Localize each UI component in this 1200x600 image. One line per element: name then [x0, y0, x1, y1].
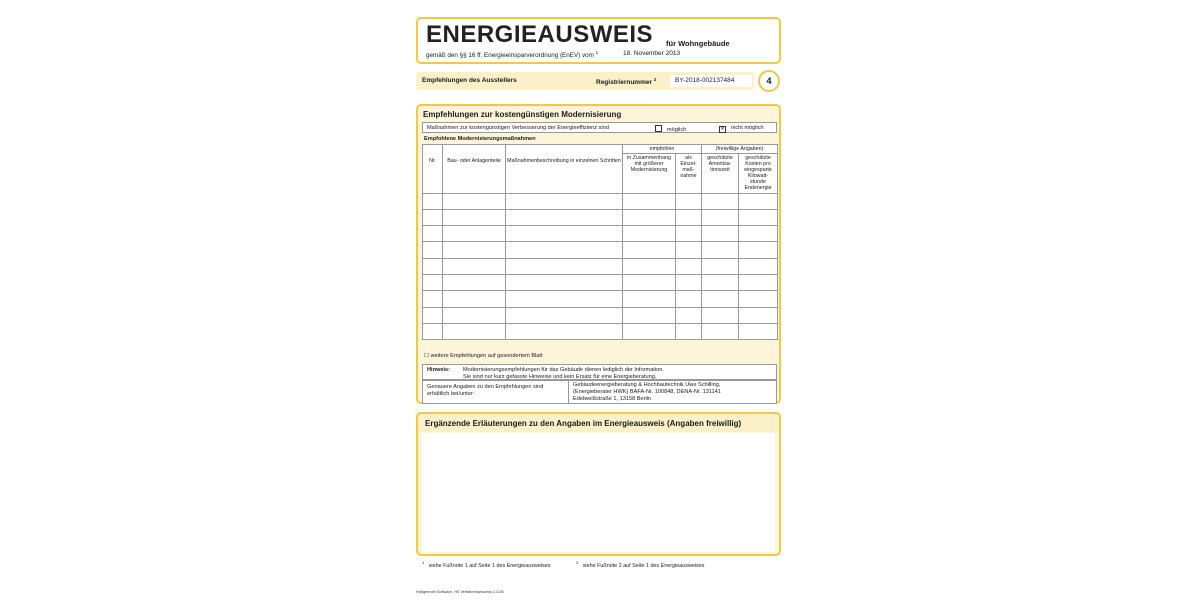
table-row [423, 307, 778, 323]
software-vendor-note: Hottgenroth Software, HS Verfahrensprozess 1.3.56 [416, 590, 504, 594]
measures-label: Maßnahmen zur kostengünstigen Verbesserung der Energieeffizienz sind [427, 125, 609, 131]
col-nr [423, 145, 443, 194]
cell[interactable] [676, 193, 702, 209]
cell[interactable] [702, 242, 739, 258]
recommendations-title: Empfehlungen zur kostengünstigen Modernisierung [423, 110, 622, 119]
cell[interactable] [676, 291, 702, 307]
cell[interactable] [506, 209, 623, 225]
cell[interactable] [443, 258, 506, 274]
cell[interactable] [676, 307, 702, 323]
cell[interactable] [443, 209, 506, 225]
cell[interactable] [623, 291, 676, 307]
table-row [423, 193, 778, 209]
cell[interactable] [423, 209, 443, 225]
cell[interactable] [423, 258, 443, 274]
explanations-header [418, 414, 779, 432]
footnote-1-mark: 1 [422, 560, 425, 565]
cell[interactable] [506, 193, 623, 209]
cell[interactable] [423, 307, 443, 323]
source-label-line1: Genauere Angaben zu den Empfehlungen sind [427, 384, 544, 390]
col-cost-per-kwh: geschätzte Kosten pro eingesparte Kilowatt-stunde Endenergie [739, 154, 778, 193]
cell[interactable] [676, 323, 702, 339]
cell[interactable] [423, 226, 443, 242]
col-group-optional: (freiwillige Angaben) [702, 145, 778, 154]
registration-number: BY-2018-002137484 [670, 75, 752, 87]
option-possible-checkbox[interactable] [655, 125, 662, 132]
registration-label [596, 77, 656, 86]
source-divider [568, 381, 569, 403]
cell[interactable] [623, 275, 676, 291]
table-row [423, 242, 778, 258]
option-not-possible-label: nicht möglich [731, 125, 764, 131]
option-possible-label: möglich [667, 127, 687, 133]
cell[interactable] [423, 323, 443, 339]
cell[interactable] [739, 226, 778, 242]
cell[interactable] [423, 242, 443, 258]
col-component [443, 145, 506, 194]
cell[interactable] [702, 226, 739, 242]
cell[interactable] [623, 209, 676, 225]
cell[interactable] [623, 307, 676, 323]
cell[interactable] [443, 193, 506, 209]
cell[interactable] [702, 193, 739, 209]
cell[interactable] [506, 275, 623, 291]
option-not-possible-checkbox[interactable]: ✕ [720, 126, 725, 132]
law-footnote-mark: 1 [595, 50, 599, 55]
more-recommendations-label: weitere Empfehlungen auf gesondertem Blatt [430, 353, 543, 359]
footnote-1 [422, 560, 550, 569]
col-group-recommended: empfohlen [623, 145, 702, 154]
registration-label-text: Registriernummer [596, 79, 652, 87]
source-address-line2: (Energieberater HWK) BAFA-Nr. 100848, DENA-Nr. 131141 [573, 389, 721, 395]
cell[interactable] [702, 323, 739, 339]
cell[interactable] [739, 275, 778, 291]
cell[interactable] [676, 275, 702, 291]
col-in-context: in Zusammenhang mit größerer Modernisierung [623, 154, 676, 193]
table-row [423, 258, 778, 274]
col-nr-label: Nr. [429, 158, 436, 165]
table-row [423, 209, 778, 225]
cell[interactable] [739, 258, 778, 274]
more-recommendations-checkbox[interactable]: ☐ [424, 353, 430, 359]
cell[interactable] [623, 226, 676, 242]
source-row [422, 380, 777, 404]
cell[interactable] [739, 209, 778, 225]
cell[interactable] [506, 323, 623, 339]
col-component-label: Bau- oder Anlagenteile [447, 158, 501, 165]
source-address-line1: Gebäudeenergieberatung & Hochbautechnik Uwe Schilling, [573, 382, 721, 388]
table-row [423, 323, 778, 339]
law-date: 18. November 2013 [623, 50, 681, 57]
cell[interactable] [423, 275, 443, 291]
table-row [423, 226, 778, 242]
cell[interactable] [443, 307, 506, 323]
certificate-header [416, 17, 781, 64]
cell[interactable] [443, 291, 506, 307]
col-payback: geschätzte Amortisa-tionszeit [702, 154, 739, 193]
col-single: als Einzel-maß-nahme [676, 154, 702, 193]
explanations-title: Ergänzende Erläuterungen zu den Angaben im Energieausweis (Angaben freiwillig) [425, 419, 742, 428]
cell[interactable] [443, 242, 506, 258]
cell[interactable] [676, 242, 702, 258]
cell[interactable] [443, 226, 506, 242]
measures-row [422, 122, 777, 133]
page-subtitle: für Wohngebäude [666, 39, 730, 48]
cell[interactable] [676, 226, 702, 242]
footnote-1-text: siehe Fußnote 1 auf Seite 1 des Energieausweises [428, 562, 551, 569]
cell[interactable] [623, 193, 676, 209]
explanations-section [416, 412, 781, 556]
cell[interactable] [702, 258, 739, 274]
cell[interactable] [739, 291, 778, 307]
col-description-label: Maßnahmenbeschreibung in einzelnen Schritten [507, 158, 621, 165]
hint-text-line1: Modernisierungsempfehlungen für das Gebäude dienen lediglich der Information. [463, 367, 664, 373]
explanations-text-area[interactable] [422, 433, 775, 552]
table-row [423, 275, 778, 291]
cell[interactable] [443, 323, 506, 339]
law-reference [426, 50, 598, 59]
cell[interactable] [739, 307, 778, 323]
cell[interactable] [739, 323, 778, 339]
footnote-2-mark: 2 [576, 560, 579, 565]
option-not-possible[interactable] [719, 125, 764, 133]
cell[interactable] [676, 209, 702, 225]
source-address-line3: Edelweißstraße 1, 13158 Berlin [573, 396, 652, 402]
footnote-2-text: siehe Fußnote 2 auf Seite 1 des Energieausweises [582, 562, 705, 569]
cell[interactable] [702, 209, 739, 225]
law-reference-text: gemäß den §§ 16 ff. Energieeinsparverordnung (EnEV) vom [426, 52, 594, 60]
cell[interactable] [423, 193, 443, 209]
option-possible[interactable] [655, 125, 686, 133]
cell[interactable] [702, 307, 739, 323]
cell[interactable] [506, 258, 623, 274]
cell[interactable] [506, 291, 623, 307]
cell[interactable] [506, 307, 623, 323]
cell[interactable] [623, 258, 676, 274]
page-title: ENERGIEAUSWEIS [426, 21, 654, 48]
cell[interactable] [702, 275, 739, 291]
cell[interactable] [739, 242, 778, 258]
cell[interactable] [623, 323, 676, 339]
cell[interactable] [739, 193, 778, 209]
registration-footnote-mark: 2 [653, 77, 657, 82]
table-title: Empfohlene Modernisierungsmaßnahmen [424, 136, 536, 142]
modernization-table [422, 144, 778, 340]
more-recommendations[interactable] [424, 353, 543, 359]
table-row [423, 291, 778, 307]
cell[interactable] [506, 242, 623, 258]
cell[interactable] [506, 226, 623, 242]
cell[interactable] [423, 291, 443, 307]
hint-label: Hinweis: [427, 367, 451, 373]
cell[interactable] [443, 275, 506, 291]
cell[interactable] [702, 291, 739, 307]
page-number-badge: 4 [758, 70, 780, 92]
footnote-2 [576, 560, 704, 569]
col-description [506, 145, 623, 194]
energy-certificate-page [414, 14, 782, 596]
recommendations-section [416, 104, 781, 404]
cell[interactable] [623, 242, 676, 258]
hint-row [422, 364, 777, 380]
section-strip-title: Empfehlungen des Ausstellers [422, 77, 517, 84]
cell[interactable] [676, 258, 702, 274]
section-strip [416, 72, 754, 90]
hint-text-line2: Sie sind nur kurz gefasste Hinweise und kein Ersatz für eine Energieberatung. [463, 374, 657, 380]
source-label-line2: erhältlich bei/unter: [427, 391, 475, 397]
